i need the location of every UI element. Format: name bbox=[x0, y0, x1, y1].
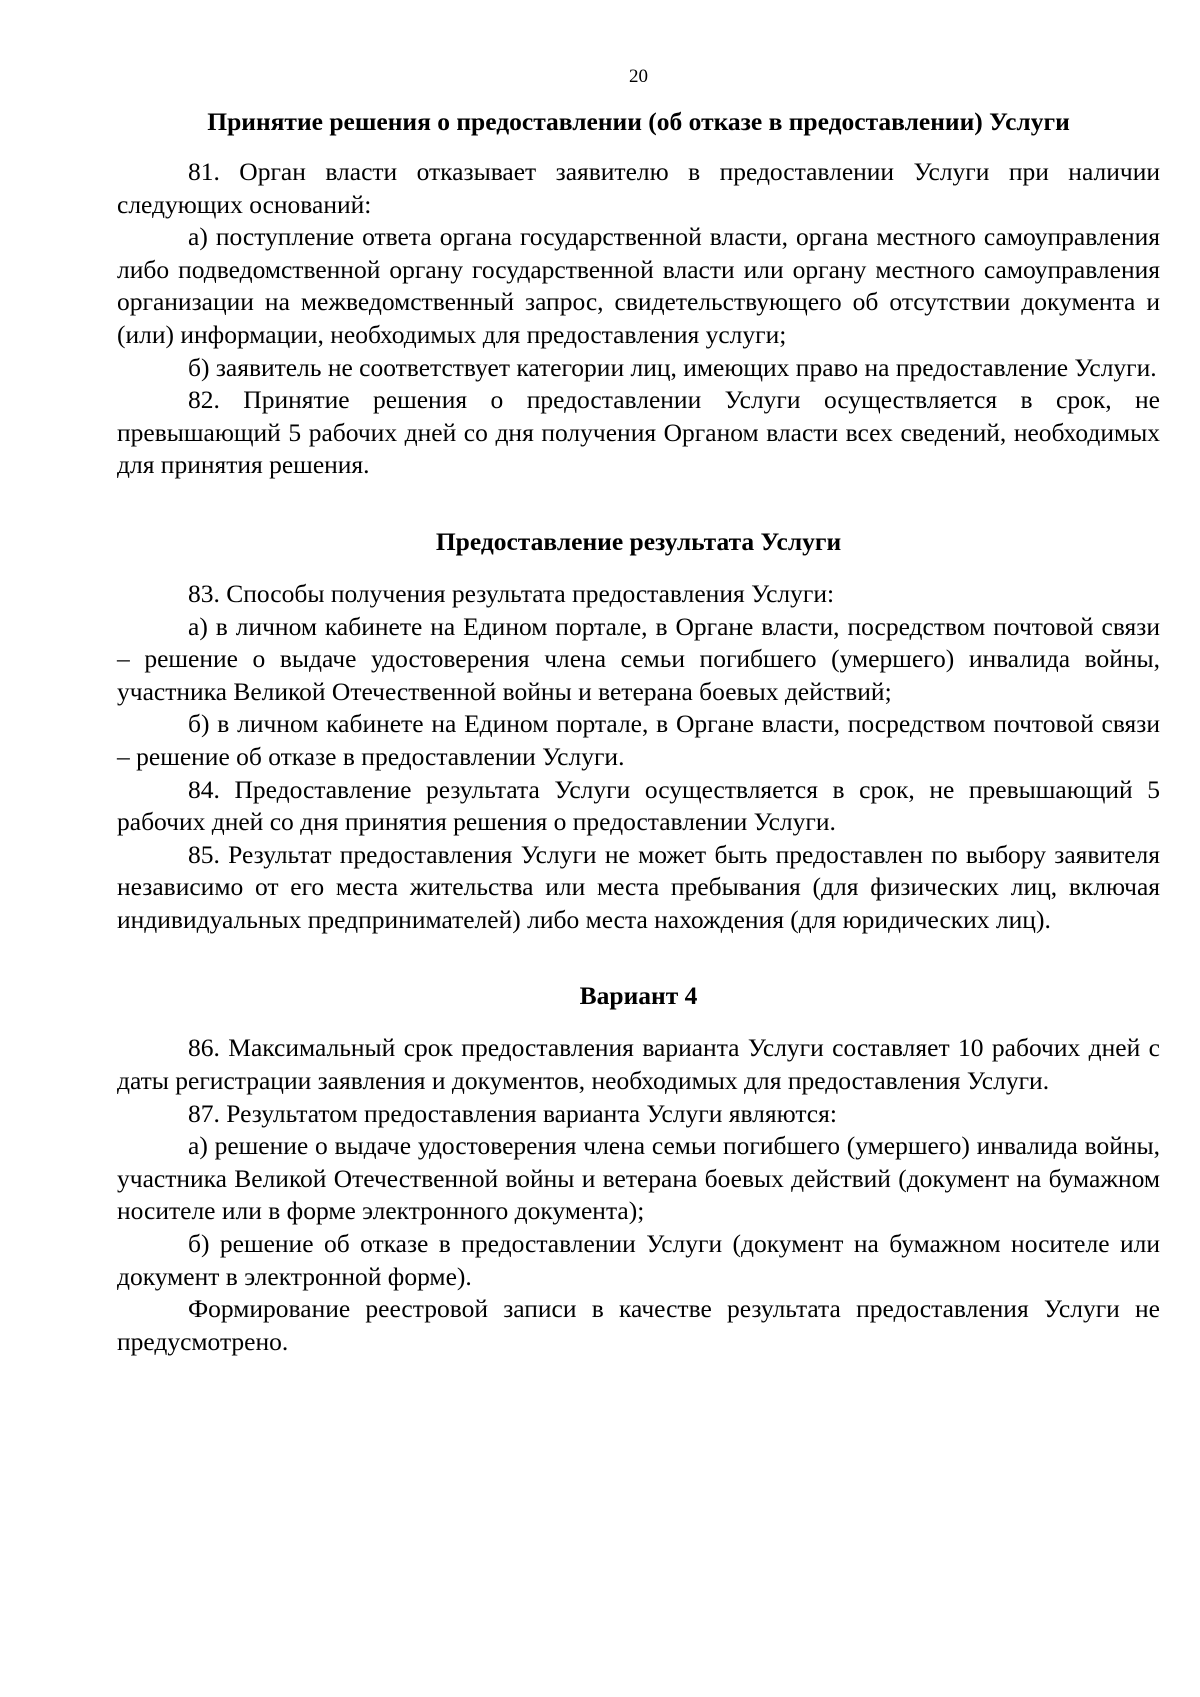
paragraph-87-a: а) решение о выдаче удостоверения члена семьи погибшего (умершего) инвалида войны, участника Великой Отечественной войны и ветерана боевых действий (документ на бумажном носителе или в форме электронного документа); bbox=[117, 1131, 1160, 1226]
section-heading-result: Предоставление результата Услуги bbox=[435, 526, 842, 556]
page-number: 20 bbox=[629, 66, 648, 87]
paragraph-83: 83. Способы получения результата предоставления Услуги: bbox=[188, 578, 835, 608]
paragraph-82: 82. Принятие решения о предоставлении Услуги осуществляется в срок, не превышающий 5 рабочих дней со дня получения Органом власти всех сведений, необходимых для принятия решения. bbox=[117, 385, 1160, 480]
section-heading-variant-4: Вариант 4 bbox=[579, 981, 698, 1011]
document-page bbox=[117, 66, 1160, 1358]
paragraph-registry-note: Формирование реестровой записи в качестве результата предоставления Услуги не предусмотрено. bbox=[117, 1294, 1160, 1356]
paragraph-83-a: а) в личном кабинете на Едином портале, в Органе власти, посредством почтовой связи – решение о выдаче удостоверения члена семьи погибшего (умершего) инвалида войны, участника Великой Отечественной войны и ветерана боевых действий; bbox=[117, 611, 1160, 706]
paragraph-87: 87. Результатом предоставления варианта Услуги являются: bbox=[188, 1098, 837, 1128]
paragraph-83-b: б) в личном кабинете на Едином портале, в Органе власти, посредством почтовой связи – решение об отказе в предоставлении Услуги. bbox=[117, 709, 1160, 771]
paragraph-85: 85. Результат предоставления Услуги не может быть предоставлен по выбору заявителя независимо от его места жительства или места пребывания (для физических лиц, включая индивидуальных предпринимателей) либо места нахождения (для юридических лиц). bbox=[117, 839, 1160, 934]
paragraph-81: 81. Орган власти отказывает заявителю в предоставлении Услуги при наличии следующих оснований: bbox=[117, 157, 1160, 219]
paragraph-86: 86. Максимальный срок предоставления варианта Услуги составляет 10 рабочих дней с даты регистрации заявления и документов, необходимых для предоставления Услуги. bbox=[117, 1033, 1160, 1096]
paragraph-81-b: б) заявитель не соответствует категории лиц, имеющих право на предоставление Услуги. bbox=[188, 352, 1157, 382]
paragraph-84: 84. Предоставление результата Услуги осуществляется в срок, не превышающий 5 рабочих дней со дня принятия решения о предоставлении Услуги. bbox=[117, 774, 1160, 837]
paragraph-81-a: а) поступление ответа органа государственной власти, органа местного самоуправления либо подведомственной органу государственной власти или органу местного самоуправления организации на межведомственный запрос, свидетельствующего об отсутствии документа и (или) информации, необходимых для предоставления услуги; bbox=[117, 222, 1160, 349]
paragraph-87-b: б) решение об отказе в предоставлении Услуги (документ на бумажном носителе или документ в электронной форме). bbox=[117, 1229, 1160, 1291]
section-heading-decision: Принятие решения о предоставлении (об отказе в предоставлении) Услуги bbox=[207, 107, 1070, 136]
